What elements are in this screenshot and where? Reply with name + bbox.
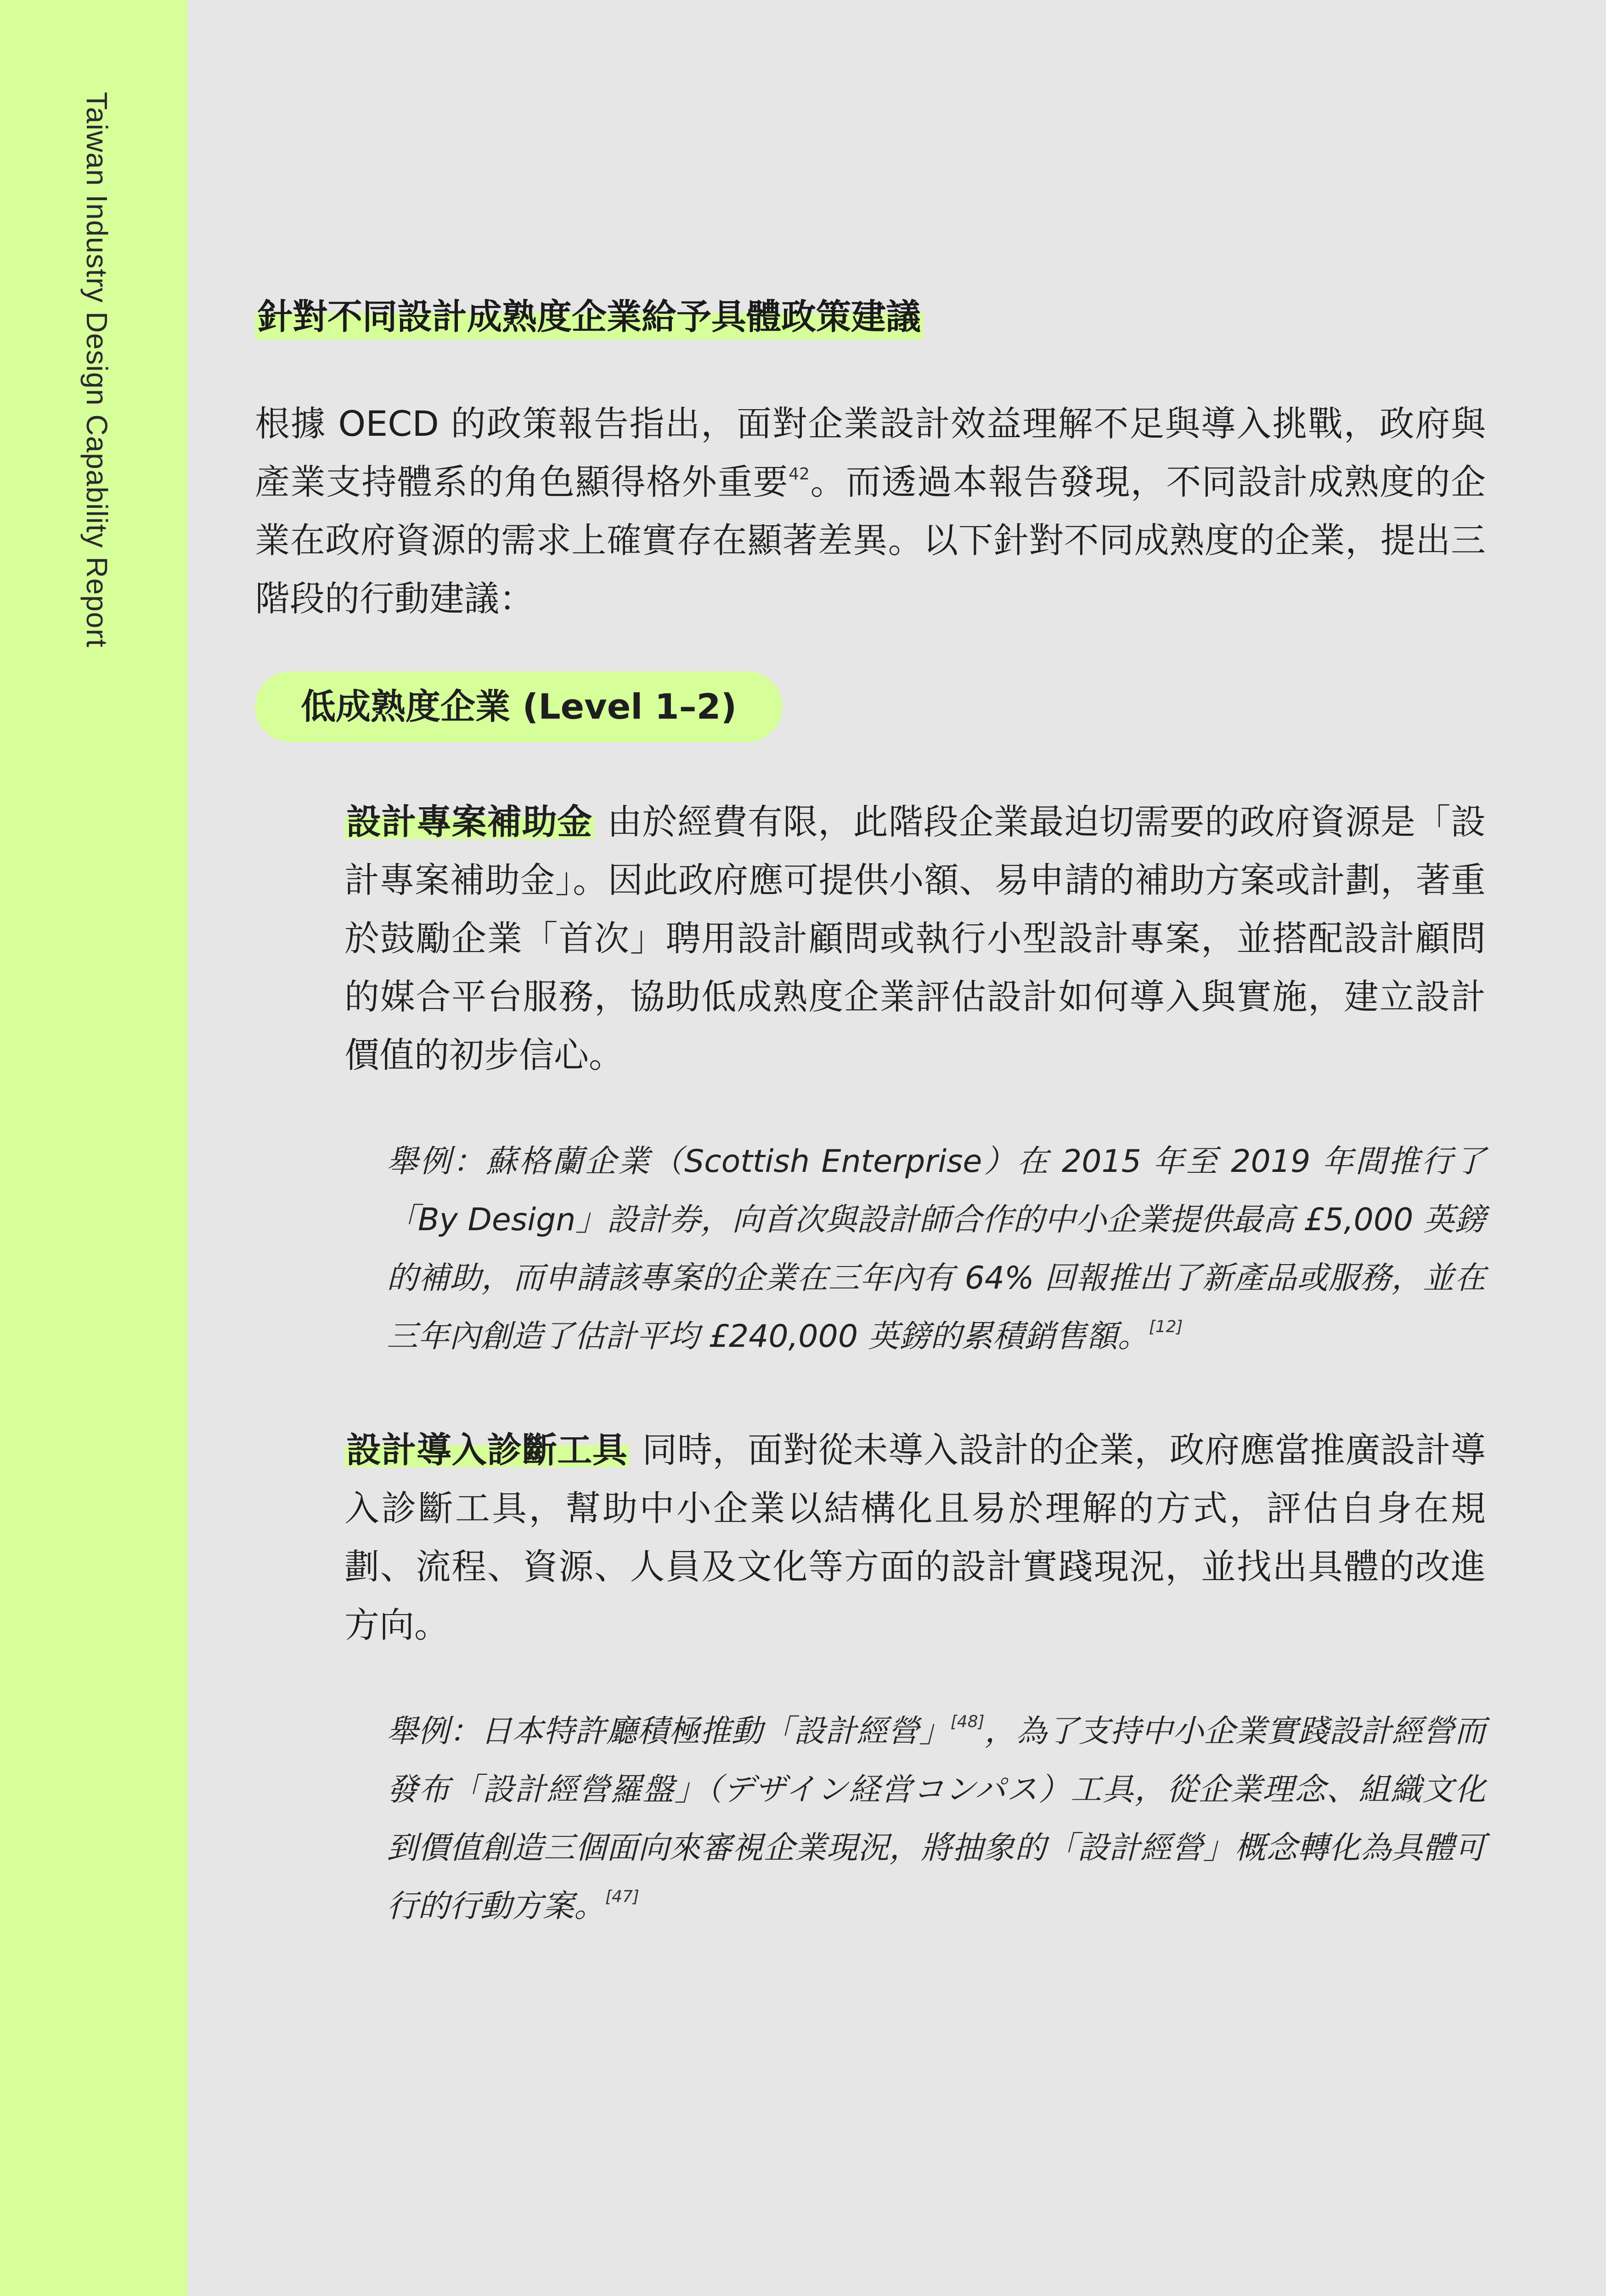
item-label: 設計導入診斷工具 bbox=[344, 1429, 629, 1470]
example-text-b: ，為了支持中小企業實踐設計經營而發布「設計經營羅盤」（デザイン経営コンパス）工具，從企業理念、組織文化到價值創造三個面向來審視企業現況，將抽象的「設計經營」概念轉化為具體可行的行動方案。 bbox=[387, 1713, 1486, 1925]
reference-mark: [12] bbox=[1149, 1317, 1183, 1337]
item-body bbox=[344, 793, 1486, 1084]
report-title: Taiwan Industry Design Capability Report bbox=[80, 92, 113, 648]
item-diagnostic-tool bbox=[344, 1421, 1486, 1654]
sidebar-band bbox=[0, 0, 187, 2296]
intro-text-b: 。而透過本報告發現，不同設計成熟度的企業在政府資源的需求上確實存在顯著差異。以下針對不同成熟度的企業，提出三階段的行動建議： bbox=[255, 461, 1486, 619]
main-content bbox=[255, 294, 1486, 1936]
footnote-ref: 42 bbox=[789, 465, 810, 484]
example-block bbox=[387, 1702, 1486, 1936]
item-label: 設計專案補助金 bbox=[344, 801, 594, 842]
example-text-a: 舉例：日本特許廳積極推動「設計經營」 bbox=[387, 1713, 951, 1750]
section-heading: 針對不同設計成熟度企業給予具體政策建議 bbox=[255, 294, 924, 339]
level-label-pill: 低成熟度企業 (Level 1–2) bbox=[255, 671, 783, 742]
reference-mark: [47] bbox=[605, 1887, 639, 1907]
item-design-subsidy bbox=[344, 793, 1486, 1084]
intro-text-a: 根據 OECD 的政策報告指出，面對企業設計效益理解不足與導入挑戰，政府與產業支持體系的角色顯得格外重要 bbox=[255, 403, 1486, 503]
reference-mark: [48] bbox=[950, 1712, 985, 1732]
example-text: 舉例：蘇格蘭企業（Scottish Enterprise）在 2015 年至 2019 年間推行了「By Design」設計券，向首次與設計師合作的中小企業提供最高 £5,000 英鎊的補助，而申請該專案的企業在三年內有 64% 回報推出了新產品或服務，並在三年內創造了估計平均 £240,000 英鎊的累積銷售額。 bbox=[387, 1143, 1486, 1355]
intro-paragraph bbox=[255, 394, 1486, 628]
item-body bbox=[344, 1421, 1486, 1654]
example-block bbox=[387, 1132, 1486, 1366]
item-text: 由於經費有限，此階段企業最迫切需要的政府資源是「設計專案補助金」。因此政府應可提供小額、易申請的補助方案或計劃，著重於鼓勵企業「首次」聘用設計顧問或執行小型設計專案，並搭配設計顧問的媒合平台服務，協助低成熟度企業評估設計如何導入與實施，建立設計價值的初步信心。 bbox=[344, 801, 1486, 1076]
item-text: 同時，面對從未導入設計的企業，政府應當推廣設計導入診斷工具，幫助中小企業以結構化且易於理解的方式，評估自身在規劃、流程、資源、人員及文化等方面的設計實踐現況，並找出具體的改進方向。 bbox=[344, 1429, 1486, 1646]
